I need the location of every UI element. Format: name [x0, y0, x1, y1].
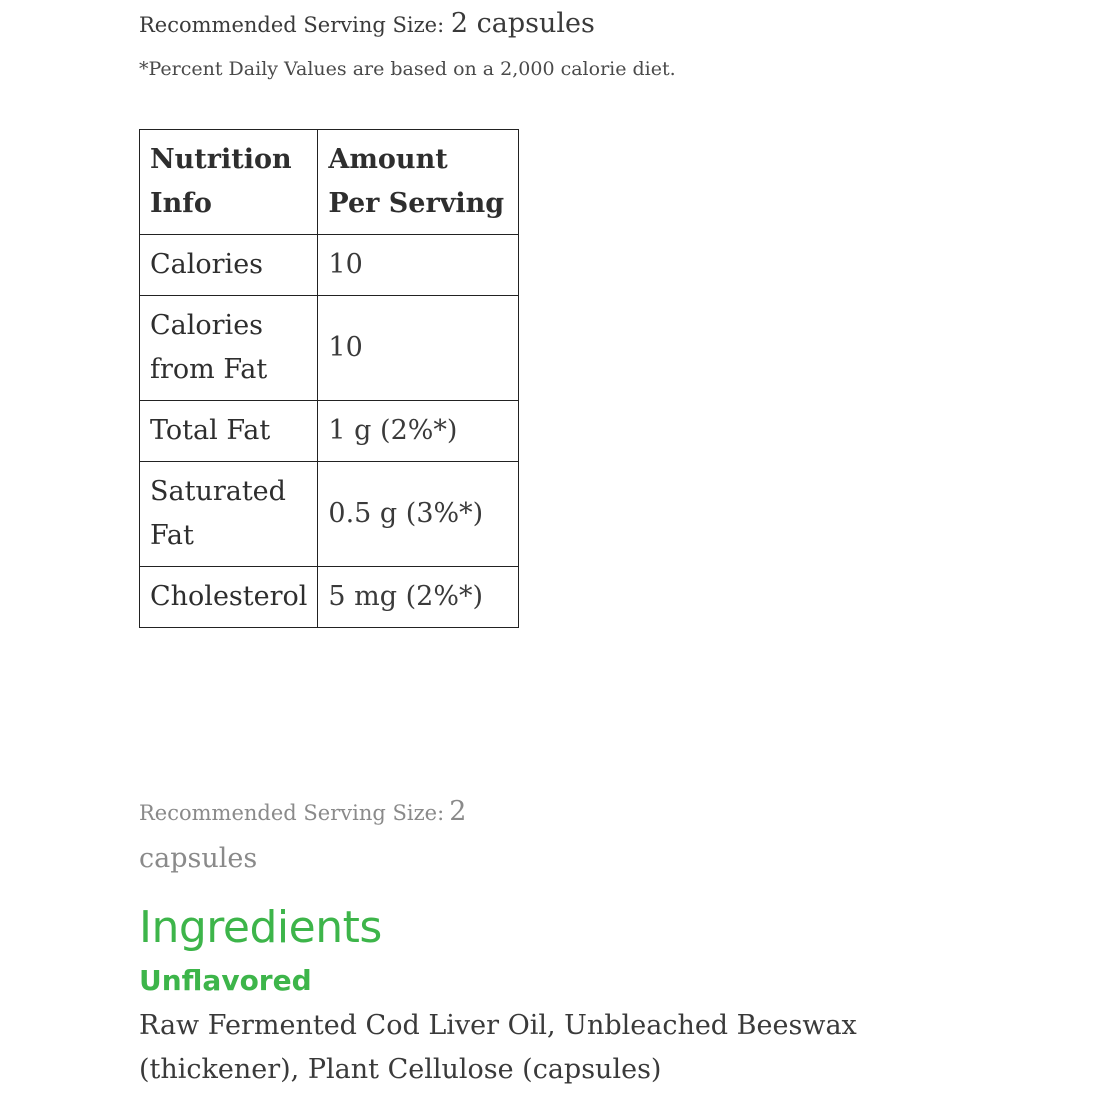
- table-row: [140, 296, 519, 401]
- header-amount-per-serving: Amount Per Serving: [318, 130, 519, 235]
- nutrient-name: Saturated Fat: [140, 462, 318, 567]
- serving-size-bottom: [139, 790, 519, 884]
- nutrient-name: Cholesterol: [140, 567, 318, 628]
- serving-size-top: [139, 8, 595, 39]
- nutrient-name: Total Fat: [140, 401, 318, 462]
- ingredients-list: Raw Fermented Cod Liver Oil, Unbleached Beeswax (thickener), Plant Cellulose (capsules): [139, 1010, 857, 1085]
- nutrient-amount: 0.5 g (3%*): [318, 462, 519, 567]
- serving-size-value: 2 capsules: [139, 796, 467, 874]
- ingredients-flavor-subheading: Unflavored: [139, 964, 312, 997]
- table-row: [140, 235, 519, 296]
- nutrient-amount: 10: [318, 296, 519, 401]
- table-header-row: [140, 130, 519, 235]
- table-row: [140, 567, 519, 628]
- daily-values-footnote: *Percent Daily Values are based on a 2,000 calorie diet.: [139, 58, 676, 80]
- nutrient-amount: 10: [318, 235, 519, 296]
- nutrient-amount: 5 mg (2%*): [318, 567, 519, 628]
- nutrient-amount: 1 g (2%*): [318, 401, 519, 462]
- serving-size-value: 2 capsules: [450, 8, 595, 39]
- nutrient-name: Calories: [140, 235, 318, 296]
- table-row: [140, 401, 519, 462]
- table-row: [140, 462, 519, 567]
- nutrition-table: [139, 129, 519, 628]
- serving-size-label: Recommended Serving Size:: [139, 13, 445, 37]
- header-nutrition-info: Nutrition Info: [140, 130, 318, 235]
- nutrient-name: Calories from Fat: [140, 296, 318, 401]
- serving-size-label: Recommended Serving Size:: [139, 801, 445, 825]
- ingredients-heading: Ingredients: [139, 902, 382, 953]
